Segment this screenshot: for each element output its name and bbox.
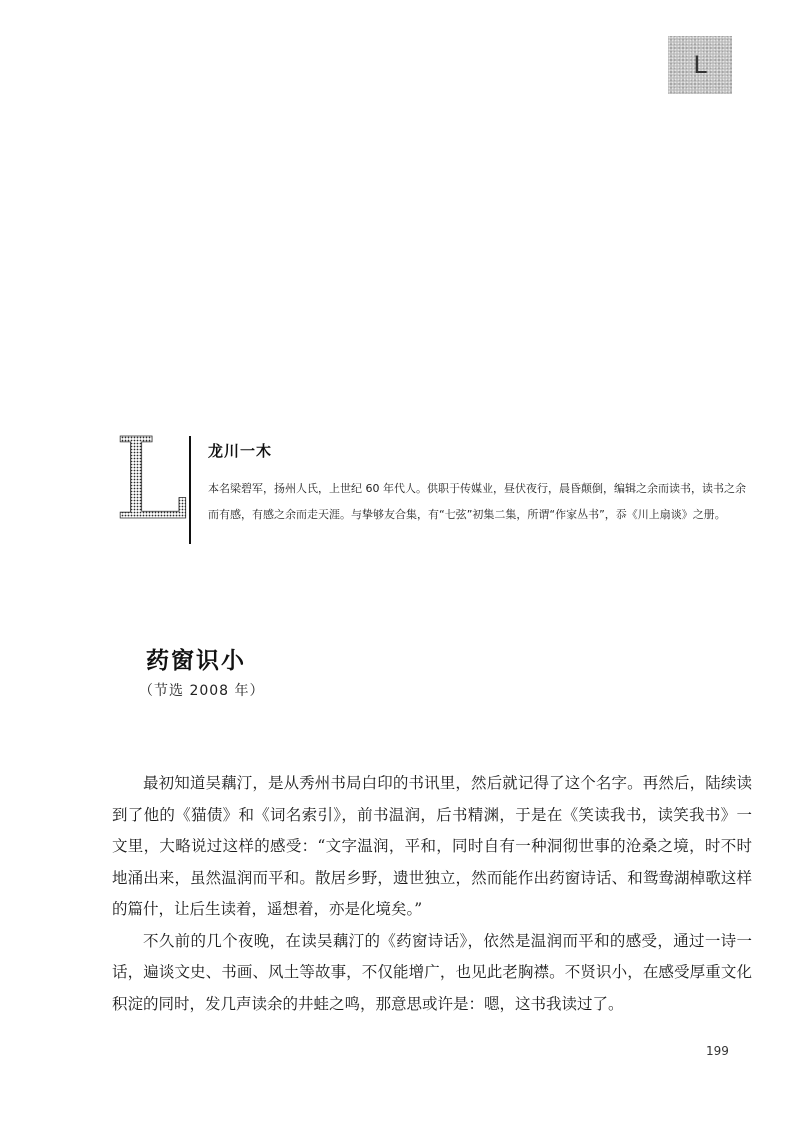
page-number: 199: [706, 1044, 729, 1058]
section-letter: L: [693, 51, 707, 79]
author-divider: [189, 436, 191, 544]
author-name: 龙川一木: [208, 442, 273, 460]
author-initial-decoration: [112, 424, 188, 524]
author-bio: 本名梁碧军，扬州人氏，上世纪 60 年代人。供职于传媒业，昼伏夜行，晨昏颠倒，编辑之余而读书，读书之余而有感，有感之余而走天涯。与挚够友合集，有“七弦”初集二集，所谓“作家丛书”，忝《川上扇谈》之册。: [208, 482, 746, 521]
paragraph: 不久前的几个夜晚，在读吴藕汀的《药窗诗话》，依然是温润而平和的感受，通过一诗一话，遍谈文史、书画、风土等故事，不仅能增广，也见此老胸襟。不贤识小，在感受厚重文化积淀的同时，发几声读余的井蛙之鸣，那意思或许是：嗯，这书我读过了。: [112, 931, 752, 1013]
article-body: [112, 768, 752, 1020]
article-subtitle: （节选 2008 年）: [139, 683, 265, 699]
article-title: 药窗识小: [146, 647, 246, 674]
section-tab: [668, 36, 732, 94]
author-initial: L: [114, 424, 188, 524]
paragraph: 最初知道吴藕汀，是从秀州书局白印的书讯里，然后就记得了这个名字。再然后，陆续读到了他的《猫债》和《词名索引》，前书温润，后书精渊，于是在《笑读我书，读笑我书》一文里，大略说过这样的感受：“文字温润，平和，同时自有一种洞彻世事的沧桑之境，时不时地涌出来，虽然温润而平和。散居乡野，遗世独立，然而能作出药窗诗话、和鸳鸯湖棹歌这样的篇什，让后生读着，遥想着，亦是化境矣。”: [112, 774, 752, 918]
